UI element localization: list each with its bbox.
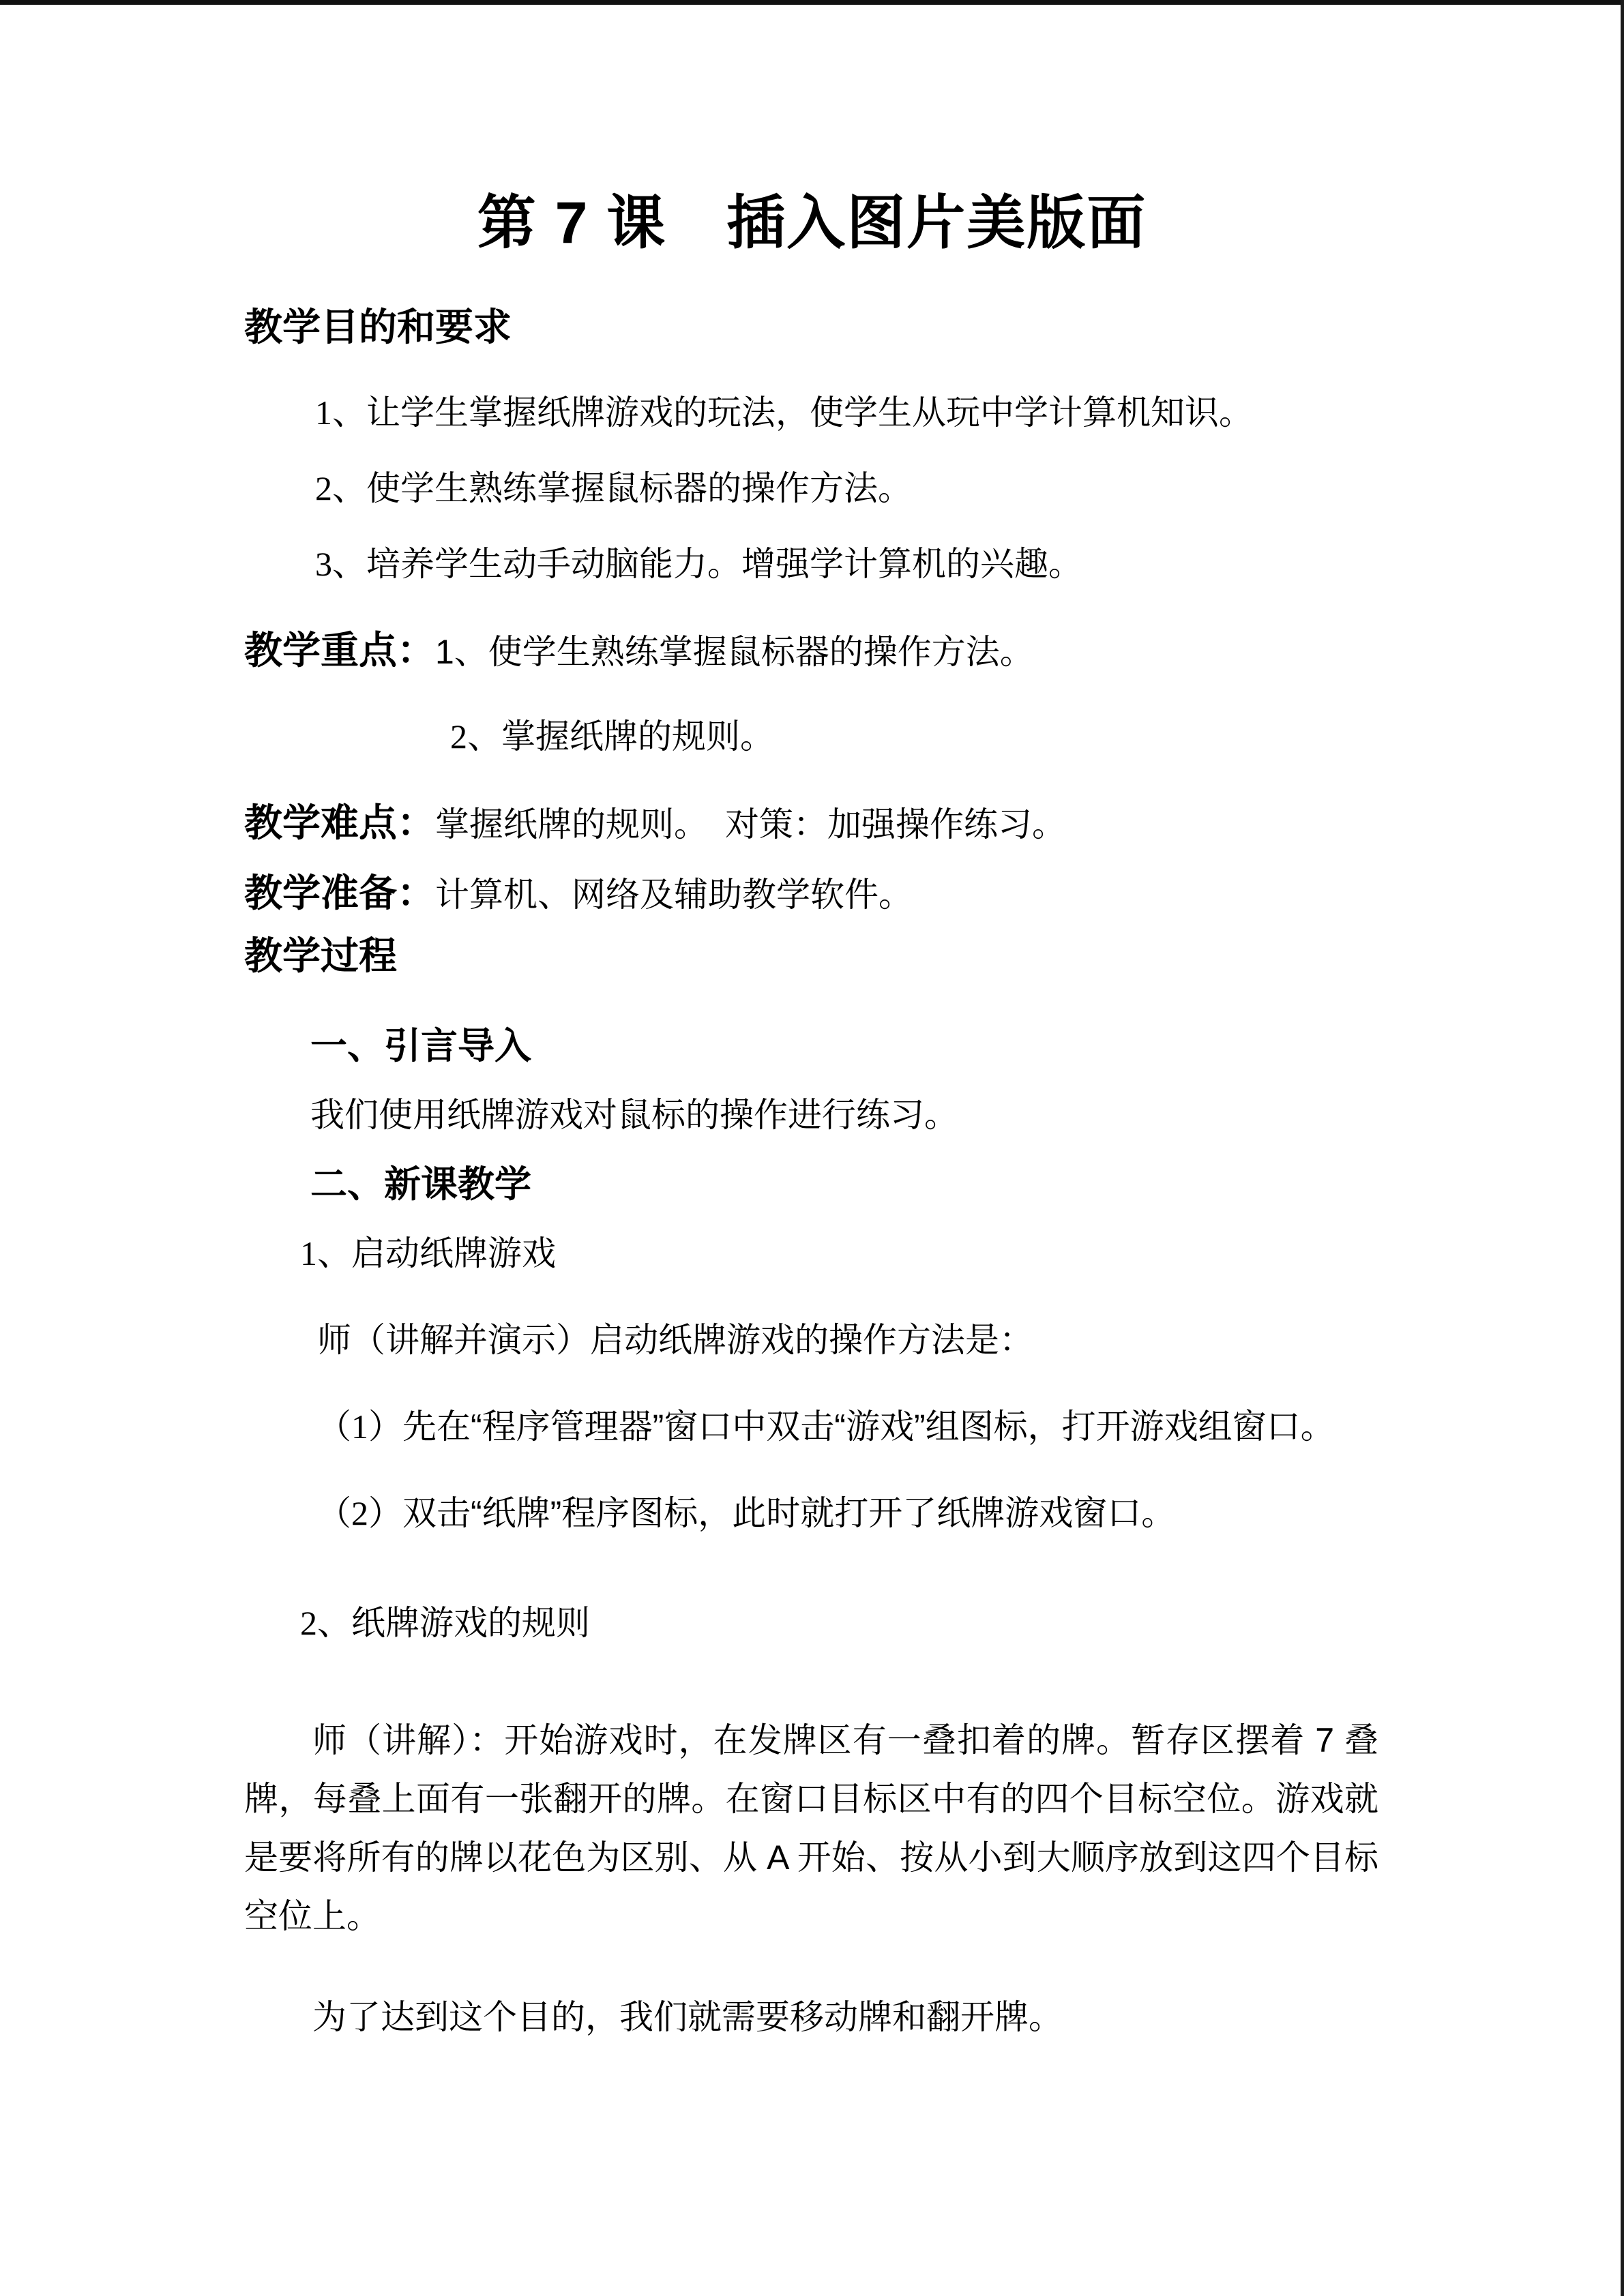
spacer xyxy=(0,759,1624,799)
spacer xyxy=(0,586,1624,626)
spacer xyxy=(0,351,1624,391)
spacer xyxy=(0,980,1624,1022)
spacer xyxy=(0,1070,1624,1093)
spacer xyxy=(0,1645,1624,1711)
spacer xyxy=(0,675,1624,715)
spacer xyxy=(0,1536,1624,1601)
part-one-body: 我们使用纸牌游戏对鼠标的操作进行练习。 xyxy=(310,1096,958,1135)
objective-item-index: 2、 xyxy=(315,468,366,507)
spacer xyxy=(0,1449,1624,1491)
page-title: 第 7 课 插入图片美版面 xyxy=(477,190,1147,256)
spacer xyxy=(0,919,1624,932)
part-two-item-1 xyxy=(0,1232,1624,1276)
process-step-text: 双击“纸牌”程序图标，此时就打开了纸牌游戏窗口。 xyxy=(402,1494,1176,1533)
part-two-item-2 xyxy=(0,1601,1624,1645)
spacer xyxy=(0,256,1624,303)
process-step-text: 先在“程序管理器”窗口中双击“游戏”组图标，打开游戏组窗口。 xyxy=(402,1407,1335,1446)
part-two-item-2-text: 纸牌游戏的规则 xyxy=(351,1604,590,1643)
objective-item-text: 培养学生动手动脑能力。增强学计算机的兴趣。 xyxy=(366,544,1082,583)
key-points-line xyxy=(0,626,1624,676)
preparation-text: 计算机、网络及辅助教学软件。 xyxy=(435,876,913,914)
spacer xyxy=(0,1208,1624,1232)
key-points-label: 教学重点： xyxy=(244,628,435,672)
process-step-index: （1） xyxy=(317,1407,402,1446)
objective-item xyxy=(0,542,1624,586)
heading-part-one: 一、引言导入 xyxy=(310,1025,531,1067)
heading-process: 教学过程 xyxy=(244,934,397,977)
heading-objectives: 教学目的和要求 xyxy=(244,305,512,348)
difficulties-label: 教学难点： xyxy=(244,801,435,845)
spacer xyxy=(0,1137,1624,1161)
key-points-second-index: 2、 xyxy=(450,717,501,756)
objective-item-text: 让学生掌握纸牌游戏的玩法，使学生从玩中学计算机知识。 xyxy=(366,393,1253,432)
objective-item-text: 使学生熟练掌握鼠标器的操作方法。 xyxy=(366,468,912,507)
part-two-item-2-index: 2、 xyxy=(300,1604,351,1643)
spacer xyxy=(0,1362,1624,1405)
objective-item-index: 1、 xyxy=(315,393,366,432)
closing-paragraph: 为了达到这个目的，我们就需要移动牌和翻开牌。 xyxy=(312,1998,1063,2037)
objective-item xyxy=(0,391,1624,435)
objective-item xyxy=(0,466,1624,511)
spacer xyxy=(0,1276,1624,1318)
objective-item-index: 3、 xyxy=(315,544,366,583)
process-step-index: （2） xyxy=(317,1494,402,1533)
key-points-second-text: 掌握纸牌的规则。 xyxy=(501,717,774,756)
teacher-demo-line: 师（讲解并演示）启动纸牌游戏的操作方法是： xyxy=(317,1321,1033,1360)
heading-part-two: 二、新课教学 xyxy=(310,1164,531,1206)
preparation-label: 教学准备： xyxy=(244,871,435,915)
key-points-first-item: 1、使学生熟练掌握鼠标器的操作方法。 xyxy=(435,632,1034,671)
part-two-item-1-index: 1、 xyxy=(300,1234,351,1273)
key-points-second-item xyxy=(0,715,1624,759)
difficulties-text: 掌握纸牌的规则。 对策：加强操作练习。 xyxy=(435,805,1066,844)
process-step xyxy=(0,1405,1624,1449)
preparation-line xyxy=(0,869,1624,919)
difficulties-line xyxy=(0,799,1624,848)
spacer xyxy=(0,1945,1624,1988)
rules-paragraph: 师（讲解）：开始游戏时，在发牌区有一叠扣着的牌。暂存区摆着 7 叠牌，每叠上面有一张翻开的牌。在窗口目标区中有的四个目标空位。游戏就是要将所有的牌以花色为区别、从 A 开始、按从小到大顺序放到这四个目标空位上。 xyxy=(244,1721,1378,1936)
process-step xyxy=(0,1491,1624,1536)
spacer xyxy=(0,848,1624,869)
part-two-item-1-text: 启动纸牌游戏 xyxy=(351,1234,556,1273)
spacer xyxy=(0,435,1624,466)
spacer xyxy=(0,511,1624,542)
